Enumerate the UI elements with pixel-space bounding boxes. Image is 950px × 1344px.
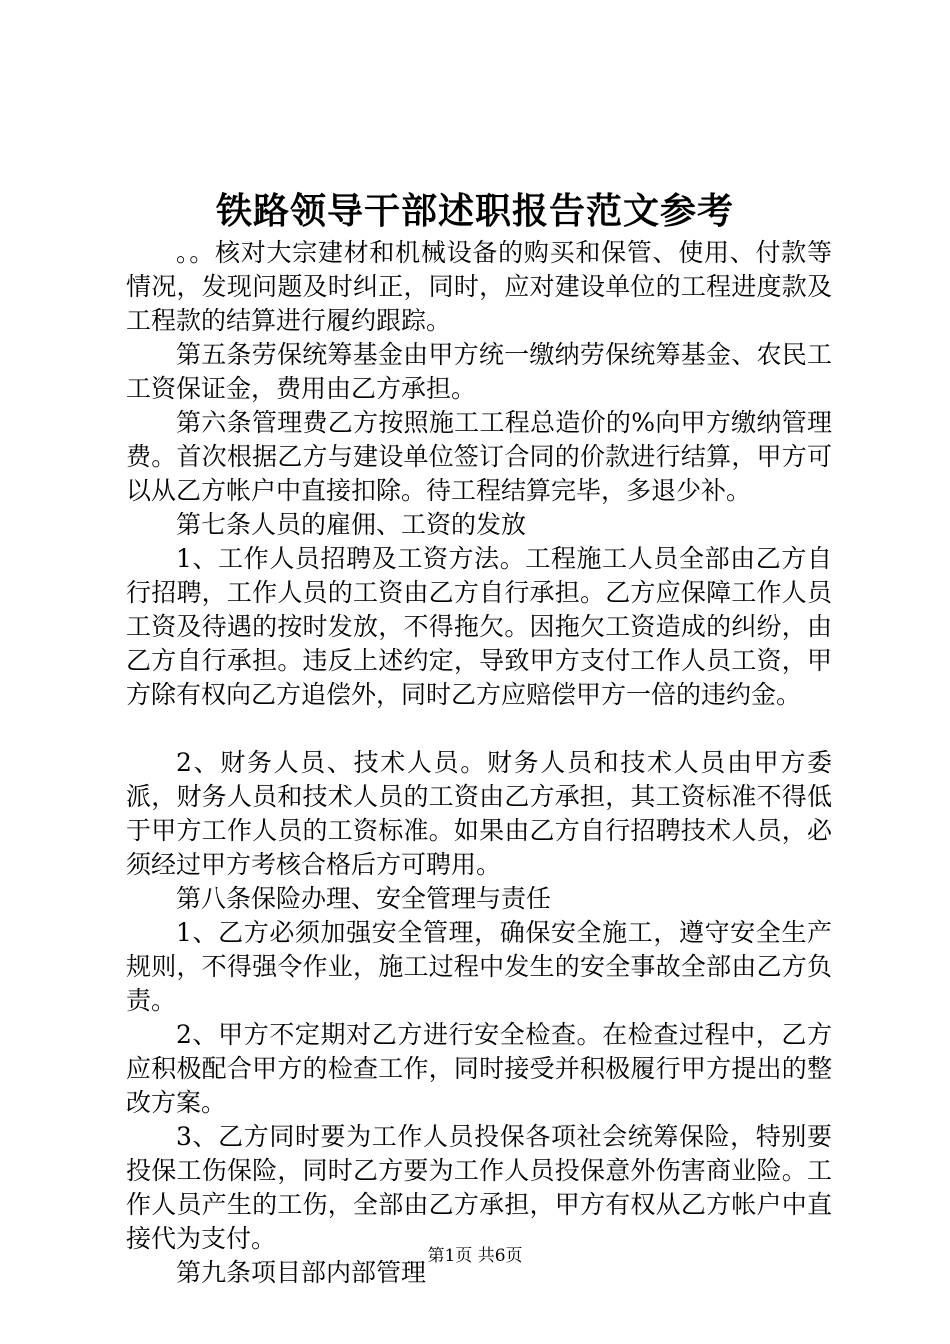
section-heading: 第八条保险办理、安全管理与责任 [176,884,552,913]
page-number-footer: 第1页 共6页 [427,1246,523,1266]
paragraph: 1、工作人员招聘及工资方法。工程施工人员全部由乙方自行招聘，工作人员的工资由乙方自行承担。乙方应保障工作人员工资及待遇的按时发放，不得拖欠。因拖欠工资造成的纠纷，由乙方自行承担。违反上述约定，导致甲方支付工作人员工资，甲方除有权向乙方追偿外，同时乙方应赔偿甲方一倍的违约金。 [126,544,832,709]
section-heading: 第九条项目部内部管理 [176,1258,427,1287]
paragraph: 1、乙方必须加强安全管理，确保安全施工，遵守安全生产规则，不得强令作业，施工过程中发生的安全事故全部由乙方负责。 [126,918,832,1015]
paragraph: 。。核对大宗建材和机械设备的购买和保管、使用、付款等情况，发现问题及时纠正，同时，应对建设单位的工程进度款及工程款的结算进行履约跟踪。 [126,238,832,335]
paragraph: 第五条劳保统筹基金由甲方统一缴纳劳保统筹基金、农民工工资保证金，费用由乙方承担。 [126,340,832,403]
paragraph: 2、财务人员、技术人员。财务人员和技术人员由甲方委派，财务人员和技术人员的工资由乙方承担，其工资标准不得低于甲方工作人员的工资标准。如果由乙方自行招聘技术人员，必须经过甲方考核合格后方可聘用。 [126,748,832,879]
paragraph: 2、甲方不定期对乙方进行安全检查。在检查过程中，乙方应积极配合甲方的检查工作，同时接受并积极履行甲方提出的整改方案。 [126,1020,832,1117]
document-title: 铁路领导干部述职报告范文参考 [215,190,734,232]
document-body [126,236,832,1290]
paragraph: 第六条管理费乙方按照施工工程总造价的%向甲方缴纳管理费。首次根据乙方与建设单位签订合同的价款进行结算，甲方可以从乙方帐户中直接扣除。待工程结算完毕，多退少补。 [126,408,832,505]
section-heading: 第七条人员的雇佣、工资的发放 [176,510,527,539]
paragraph: 3、乙方同时要为工作人员投保各项社会统筹保险，特别要投保工伤保险，同时乙方要为工作人员投保意外伤害商业险。工作人员产生的工伤，全部由乙方承担，甲方有权从乙方帐户中直接代为支付。 [126,1122,832,1253]
